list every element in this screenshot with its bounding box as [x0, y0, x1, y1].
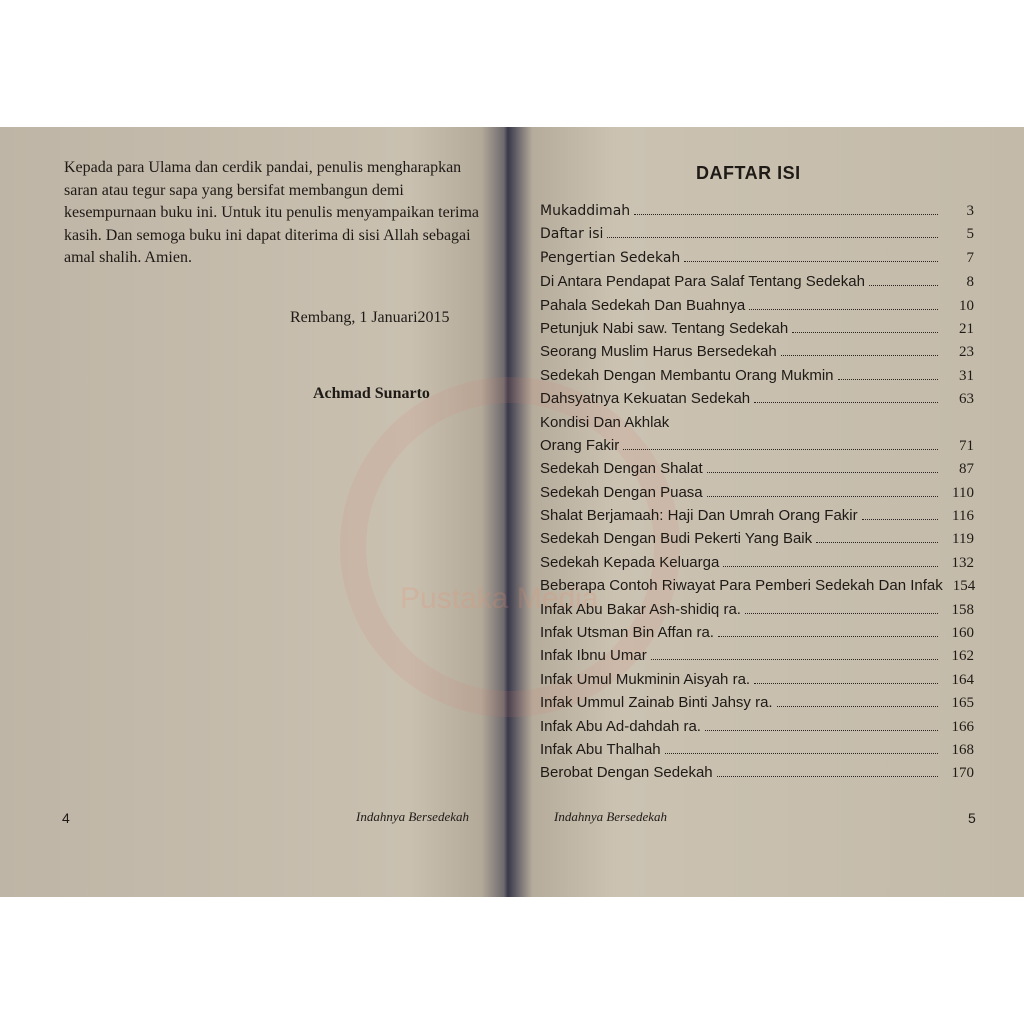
toc-entry	[540, 554, 974, 577]
toc-entry-page: 154	[952, 578, 976, 595]
toc-entry-label: Infak Umul Mukminin Aisyah ra.	[540, 670, 751, 688]
toc-entry-page: 164	[951, 671, 974, 688]
toc-entry	[540, 273, 974, 296]
toc-entry-page: 160	[951, 625, 974, 642]
toc-leader-dots	[869, 284, 938, 286]
toc-entry	[540, 390, 974, 413]
toc-entry	[540, 460, 974, 483]
toc-entry-page: 132	[951, 554, 974, 571]
toc-leader-dots	[651, 658, 938, 660]
toc-entry	[540, 577, 974, 600]
toc-entry-page: 31	[959, 367, 974, 384]
toc-entry-label: Pahala Sedekah Dan Buahnya	[540, 296, 746, 314]
place-date: Rembang, 1 Januari2015	[290, 309, 450, 326]
toc-entry-label: Beberapa Contoh Riwayat Para Pemberi Sedekah Dan Infak	[540, 577, 943, 595]
toc-entry	[540, 226, 974, 249]
toc-entry-label: Infak Abu Thalhah	[540, 740, 661, 758]
toc-entry	[540, 741, 974, 764]
toc-entry	[540, 694, 974, 717]
toc-entry-page: 166	[951, 718, 974, 735]
toc-entry-page: 3	[966, 203, 974, 219]
toc-entry-page: 71	[959, 437, 974, 454]
toc-entry-label: Di Antara Pendapat Para Salaf Tentang Sedekah	[540, 273, 865, 291]
toc-entry-page: 170	[951, 765, 974, 782]
toc-leader-dots	[623, 448, 938, 450]
toc-entry	[540, 601, 974, 624]
left-page	[0, 127, 500, 897]
toc-entry-label: Mukaddimah	[540, 203, 631, 219]
toc-entry-label: Pengertian Sedekah	[540, 249, 681, 266]
toc-leader-dots	[684, 260, 938, 262]
toc-leader-dots	[862, 518, 938, 520]
running-head-left: Indahnya Bersedekah	[356, 809, 469, 824]
toc-entry-label: Infak Abu Bakar Ash-shidiq ra.	[540, 600, 741, 618]
page-number-right: 5	[968, 810, 976, 826]
toc-entry-label: Infak Ummul Zainab Binti Jahsy ra.	[540, 694, 773, 712]
toc-entry	[540, 437, 974, 460]
toc-entry	[540, 203, 974, 226]
toc-entry	[540, 367, 974, 390]
toc-entry-label: Sedekah Dengan Budi Pekerti Yang Baik	[540, 530, 813, 548]
toc-entry	[540, 530, 974, 553]
toc-leader-dots	[718, 635, 938, 637]
toc-leader-dots	[705, 729, 938, 731]
toc-entry	[540, 320, 974, 343]
toc-entry-label: Kondisi Dan Akhlak	[540, 413, 670, 431]
toc-entry-label: Shalat Berjamaah: Haji Dan Umrah Orang Fakir	[540, 507, 858, 525]
toc-entry-page: 23	[959, 344, 974, 361]
book-spread	[0, 127, 1024, 897]
right-page	[512, 127, 1024, 897]
page-number-left: 4	[62, 810, 70, 826]
toc-entry	[540, 507, 974, 530]
toc-title: DAFTAR ISI	[696, 163, 801, 183]
toc-entry-label: Infak Utsman Bin Affan ra.	[540, 624, 714, 642]
toc-entry-label: Seorang Muslim Harus Bersedekah	[540, 343, 777, 361]
toc-entry	[540, 647, 974, 670]
toc-entry-page: 5	[966, 226, 974, 243]
watermark-text: Pustaka Media	[400, 582, 599, 615]
toc-entry-page: 87	[959, 461, 974, 478]
toc-entry-label: Orang Fakir	[540, 436, 620, 454]
toc-entry	[540, 414, 974, 437]
toc-entry-label: Berobat Dengan Sedekah	[540, 764, 713, 782]
toc-entry-label: Dahsyatnya Kekuatan Sedekah	[540, 390, 751, 408]
toc-leader-dots	[745, 612, 938, 614]
toc-entry-page: 116	[952, 508, 974, 525]
toc-entry-page: 8	[966, 274, 974, 291]
toc-entry-page: 63	[959, 391, 974, 408]
toc-entry-page: 7	[966, 249, 974, 266]
toc-entry-label: Infak Ibnu Umar	[540, 647, 647, 665]
toc-leader-dots	[707, 471, 938, 473]
toc-entry	[540, 297, 974, 320]
toc-entry-page: 168	[951, 741, 974, 758]
toc-entry-page: 21	[959, 320, 974, 337]
toc-entry-label: Daftar isi	[540, 226, 604, 243]
author-name: Achmad Sunarto	[313, 385, 430, 402]
toc-entry-page: 158	[951, 601, 974, 618]
toc-leader-dots	[838, 378, 939, 380]
toc-leader-dots	[634, 213, 938, 215]
toc-leader-dots	[723, 565, 938, 567]
toc-entry-page: 110	[952, 484, 974, 501]
toc-leader-dots	[673, 426, 938, 427]
toc-entry-label: Infak Abu Ad-dahdah ra.	[540, 717, 701, 735]
toc-entry	[540, 764, 974, 787]
toc-entry-page: 162	[951, 648, 974, 665]
toc-entry-page: 119	[952, 531, 974, 548]
toc-entry-label: Sedekah Dengan Shalat	[540, 460, 703, 478]
closing-paragraph: Kepada para Ulama dan cerdik pandai, penulis mengharapkan saran atau tegur sapa yang bersifat membangun demi kesempurnaan buku ini. Untuk itu penulis menyampaikan terima kasih. Dan semoga buku ini dapat diterima di sisi Allah sebagai amal shalih. Amien.	[64, 159, 480, 266]
toc-entry-label: Sedekah Kepada Keluarga	[540, 553, 720, 571]
toc-leader-dots	[665, 752, 938, 754]
toc-leader-dots	[781, 354, 938, 356]
toc-leader-dots	[754, 682, 938, 684]
toc-entry-label: Sedekah Dengan Membantu Orang Mukmin	[540, 366, 834, 384]
toc-entry	[540, 624, 974, 647]
table-of-contents	[540, 203, 974, 788]
toc-entry-page: 165	[951, 695, 974, 712]
toc-leader-dots	[777, 705, 938, 707]
toc-entry	[540, 343, 974, 366]
toc-leader-dots	[717, 775, 938, 777]
toc-entry	[540, 250, 974, 273]
toc-leader-dots	[749, 308, 938, 310]
toc-leader-dots	[707, 495, 938, 497]
toc-entry-page: 10	[959, 297, 974, 314]
toc-entry	[540, 718, 974, 741]
toc-entry	[540, 484, 974, 507]
toc-entry-label: Petunjuk Nabi saw. Tentang Sedekah	[540, 319, 789, 337]
toc-leader-dots	[816, 541, 938, 543]
toc-entry-label: Sedekah Dengan Puasa	[540, 483, 703, 501]
toc-leader-dots	[607, 236, 938, 238]
toc-entry	[540, 671, 974, 694]
toc-leader-dots	[754, 401, 938, 403]
toc-leader-dots	[792, 331, 938, 333]
running-head-right: Indahnya Bersedekah	[554, 809, 667, 824]
